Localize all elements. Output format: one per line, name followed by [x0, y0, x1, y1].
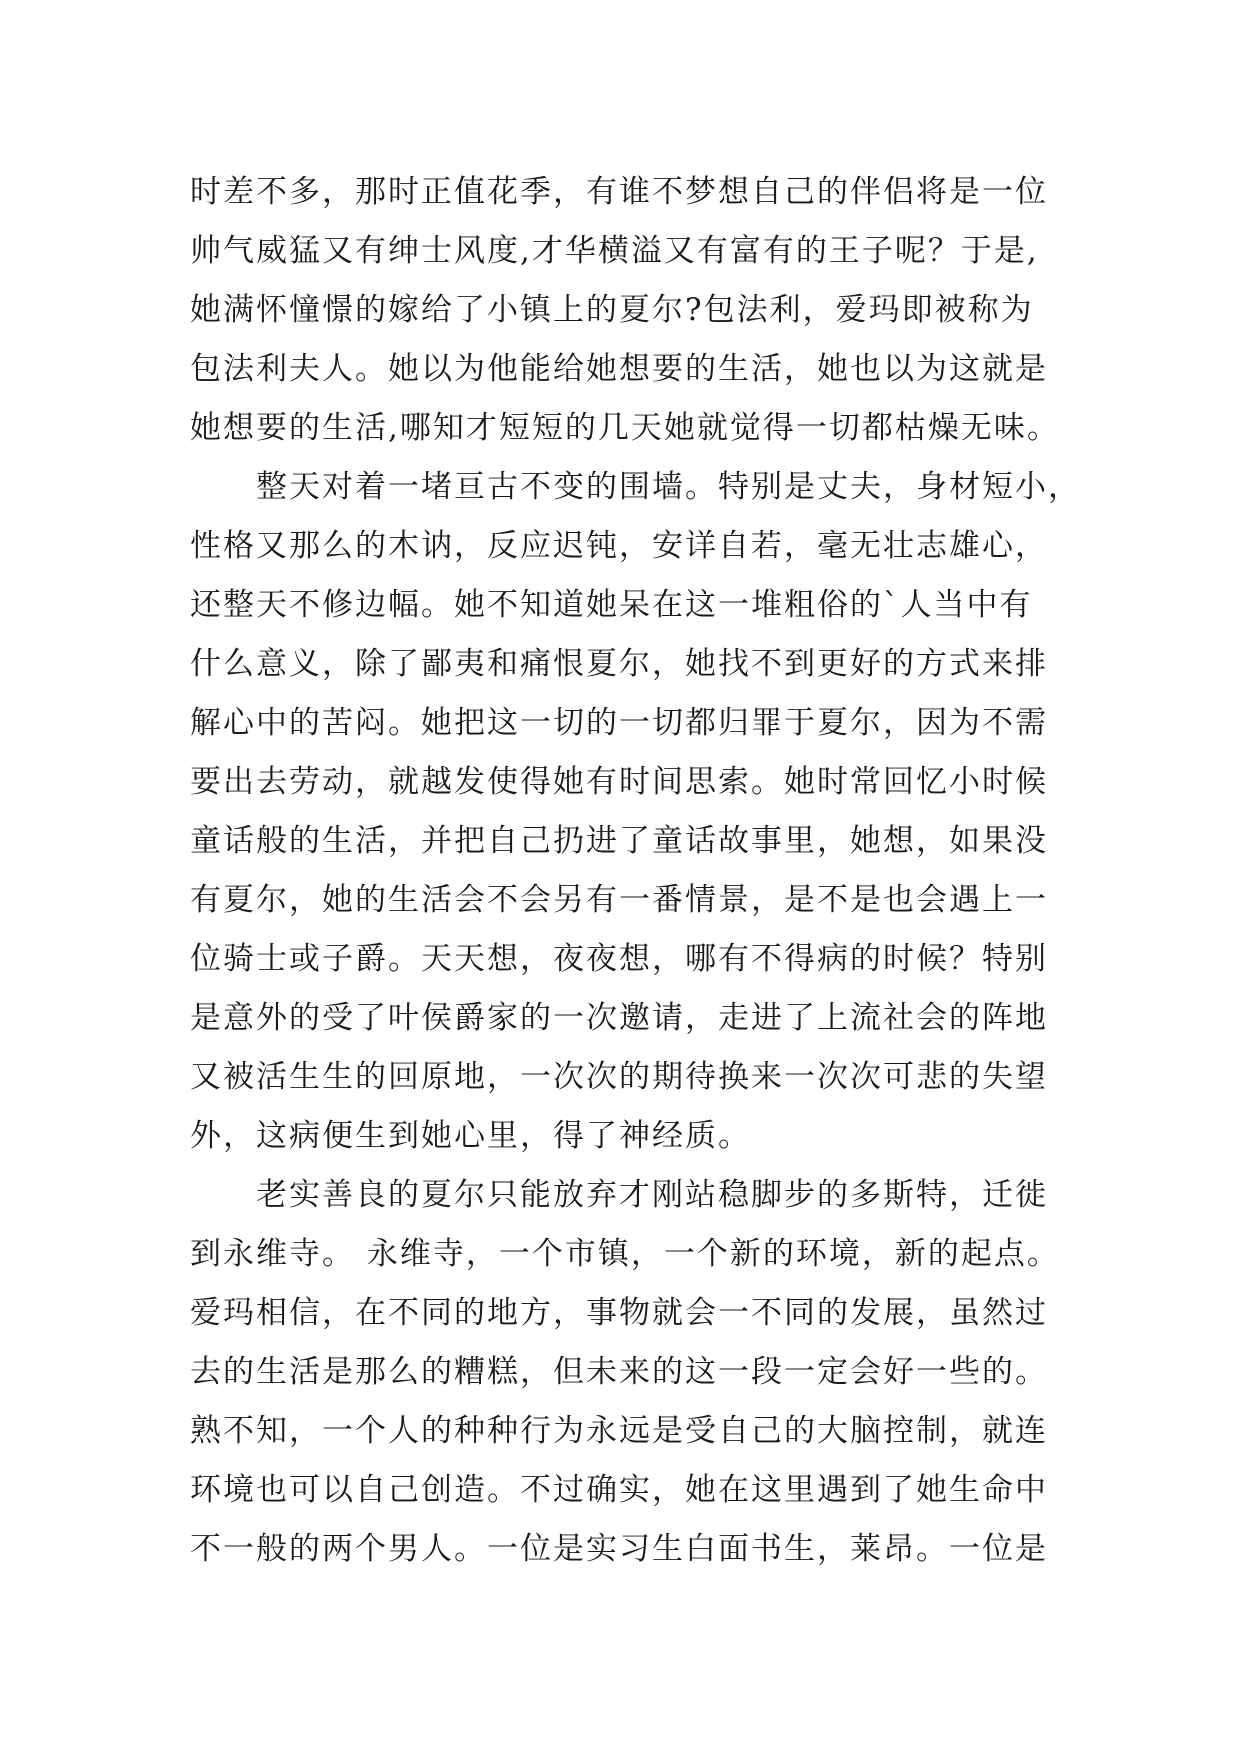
text-line: 性格又那么的木讷，反应迟钝，安详自若，毫无壮志雄心，: [190, 528, 1048, 564]
text-line: 老实善良的夏尔只能放弃才刚站稳脚步的多斯特，迁徙: [190, 1177, 1048, 1213]
text-line: 有夏尔，她的生活会不会另有一番情景，是不是也会遇上一: [190, 882, 1048, 918]
text-line: 外，这病便生到她心里，得了神经质。: [190, 1118, 751, 1154]
text-line: 不一般的两个男人。一位是实习生白面书生，莱昂。一位是: [190, 1531, 1048, 1567]
text-line: 整天对着一堵亘古不变的围墙。特别是丈夫，身材短小，: [190, 469, 1081, 505]
text-line: 包法利夫人。她以为他能给她想要的生活，她也以为这就是: [190, 351, 1048, 387]
text-line: 到永维寺。 永维寺，一个市镇，一个新的环境，新的起点。: [190, 1236, 1060, 1272]
text-line: 环境也可以自己创造。不过确实，她在这里遇到了她生命中: [190, 1472, 1048, 1508]
body-text: [190, 163, 1090, 1579]
text-line: 去的生活是那么的糟糕，但未来的这一段一定会好一些的。: [190, 1354, 1048, 1390]
text-line: 熟不知，一个人的种种行为永远是受自己的大脑控制，就连: [190, 1413, 1048, 1449]
text-line: 又被活生生的回原地，一次次的期待换来一次次可悲的失望: [190, 1059, 1048, 1095]
text-line: 还整天不修边幅。她不知道她呆在这一堆粗俗的`人当中有: [190, 587, 1033, 623]
text-line: 童话般的生活，并把自己扔进了童话故事里，她想，如果没: [190, 823, 1048, 859]
text-line: 爱玛相信，在不同的地方，事物就会一不同的发展，虽然过: [190, 1295, 1048, 1331]
text-line: 要出去劳动，就越发使得她有时间思索。她时常回忆小时候: [190, 764, 1048, 800]
text-line: 什么意义，除了鄙夷和痛恨夏尔，她找不到更好的方式来排: [190, 646, 1048, 682]
text-line: 解心中的苦闷。她把这一切的一切都归罪于夏尔，因为不需: [190, 705, 1048, 741]
text-line: 位骑士或子爵。天天想，夜夜想，哪有不得病的时候？特别: [190, 941, 1048, 977]
text-line: 时差不多，那时正值花季，有谁不梦想自己的伴侣将是一位: [190, 174, 1048, 210]
text-line: 她满怀憧憬的嫁给了小镇上的夏尔?包法利，爱玛即被称为: [190, 292, 1034, 328]
text-line: 她想要的生活,哪知才短短的几天她就觉得一切都枯燥无味。: [190, 410, 1060, 446]
text-line: 是意外的受了叶侯爵家的一次邀请，走进了上流社会的阵地: [190, 1000, 1048, 1036]
text-line: 帅气威猛又有绅士风度,才华横溢又有富有的王子呢？于是,: [190, 233, 1039, 269]
